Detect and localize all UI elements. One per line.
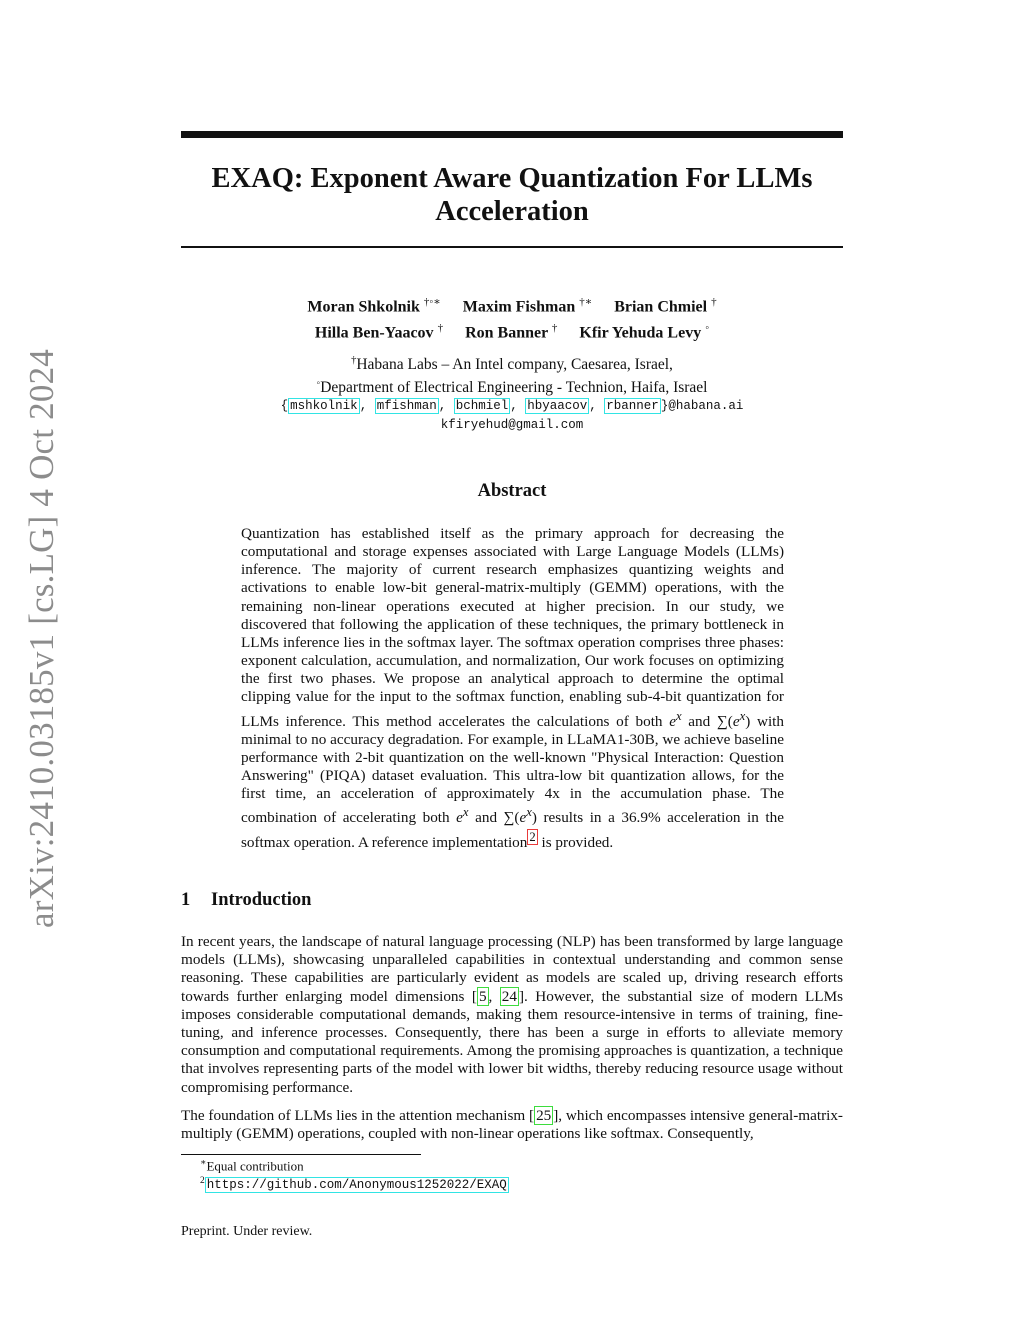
author-marks: †: [437, 322, 444, 334]
separator: ,: [589, 399, 605, 413]
author-name: Brian Chmiel: [614, 298, 708, 316]
author-row-2: [181, 322, 843, 342]
abstract-heading: Abstract: [477, 481, 547, 501]
title-line-2: Acceleration: [435, 196, 589, 227]
section-title: Introduction: [211, 890, 312, 910]
paper-title: [181, 162, 843, 228]
body-text: ]. However, the substantial size of modern LLMs imposes considerable computational demands, making them resource-intensive in terms of training, fine-tuning, and inference processes. Consequently, there has been a surge in efforts to alleviate memory consumption and computational requirements. Among the promising approaches is quantization, a technique that involves representing parts of the model with lower bit widths, thereby reducing resource usage without compromising performance.: [181, 987, 843, 1096]
affiliation-2: [181, 374, 843, 397]
author-name: Maxim Fishman: [462, 298, 576, 316]
abstract-text: Quantization has established itself as the primary approach for decreasing the computational and storage expenses associated with Large Language Models (LLMs) inference. The majority of current research emphasizes quantizing weights and activations to enable low-bit general-matrix-multiply (GEMM) operations, with the remaining non-linear operations executed at higher precision. In our study, we discovered that following the application of these techniques, the primary bottleneck in LLMs inference lies in the softmax layer. The softmax operation comprises three phases: exponent calculation, accumulation, and normalization, Our work focuses on optimizing the first two phases. We propose an analytical approach to determine the optimal clipping value for the input to the softmax function, enabling sub-4-bit quantization for LLMs inference. This method accelerates the calculations of both: [241, 525, 784, 730]
footnote-rule: [181, 1154, 421, 1155]
preprint-note: Preprint. Under review.: [181, 1224, 313, 1239]
intro-paragraph-2: [181, 1107, 843, 1143]
brace-open: {: [280, 399, 289, 413]
github-url-link[interactable]: https://github.com/Anonymous1252022/EXAQ: [206, 1178, 507, 1193]
math-sum-ex: $\sum(e^x)$: [503, 805, 537, 827]
body-text: In recent years, the landscape of natural language processing (NLP) has been transformed by large language models (LLMs), showcasing unparalleled capabilities in contextual understanding and common sense reasoning. These capabilities are particularly evident as models are scaled up, driving research efforts towards further enlarging model dimensions [: [181, 933, 843, 1005]
citation-link[interactable]: 25: [536, 1107, 552, 1124]
email-link-mshkolnik[interactable]: mshkolnik: [290, 399, 358, 413]
email-link-mfishman[interactable]: mfishman: [376, 399, 437, 413]
author-marks: †∗: [579, 296, 593, 308]
math-sum-ex: $\sum(e^x)$: [716, 708, 751, 730]
author-name: Kfir Yehuda Levy: [579, 324, 702, 342]
affiliation-text: Habana Labs – An Intel company, Caesarea, Israel,: [356, 356, 673, 374]
footnote-2: [200, 1176, 509, 1192]
math-ex: $e^x$: [669, 708, 682, 730]
title-top-rule: [181, 131, 843, 138]
email-link-bchmiel[interactable]: bchmiel: [455, 399, 509, 413]
math-ex: $e^x$: [456, 805, 469, 827]
footnote-1: [200, 1157, 304, 1174]
footnote-text: Equal contribution: [206, 1158, 304, 1174]
separator: ,: [359, 399, 375, 413]
footnote-ref-link[interactable]: 2: [529, 829, 536, 844]
abstract-paragraph: [241, 525, 784, 852]
author-marks: †: [551, 322, 558, 334]
section-heading: [181, 890, 311, 911]
email-domain: }@habana.ai: [660, 399, 744, 413]
affiliations: [181, 351, 843, 397]
abstract-text: is provided.: [537, 833, 614, 851]
email-line-1: [181, 399, 843, 413]
citation-link[interactable]: 5: [478, 987, 487, 1005]
affiliation-mark: ◦: [316, 378, 321, 390]
body-text: ], which encompasses intensive general-matrix-multiply (GEMM) operations, coupled with non-linear operations like softmax. Consequently,: [181, 1107, 843, 1143]
email-link-rbanner[interactable]: rbanner: [606, 399, 659, 413]
title-line-1: EXAQ: Exponent Aware Quantization For LLMs: [211, 163, 813, 194]
body-text: ,: [488, 987, 500, 1005]
citation-link[interactable]: 24: [501, 987, 517, 1005]
intro-paragraph-1: [181, 933, 843, 1097]
affiliation-mark: †: [351, 355, 357, 366]
abstract-text: with minimal to no accuracy degradation. For example, in LLaMA1-30B, we achieve baseline performance with 2-bit quantization on the well-known "Physical Interaction: Question Answering" (PIQA) dataset evaluation. This ultra-low bit quantization allows, for the first time, an acceleration of approximately 4x in the accumulation phase. The combination of accelerating both: [241, 712, 784, 827]
abstract-text: results in a 36.9% acceleration in the softmax operation. A reference implementation: [241, 809, 784, 851]
section-number: 1: [181, 890, 191, 910]
author-marks: †◦∗: [423, 296, 441, 308]
footnote-mark: ∗: [200, 1158, 207, 1168]
affiliation-1: [181, 351, 843, 374]
author-name: Moran Shkolnik: [307, 298, 420, 316]
footnote-mark: 2: [200, 1176, 205, 1186]
email-line-2: kfiryehud@gmail.com: [440, 418, 584, 432]
affiliation-text: Department of Electrical Engineering - Technion, Haifa, Israel: [320, 379, 708, 397]
abstract-text: and: [468, 809, 504, 827]
email-link-hbyaacov[interactable]: hbyaacov: [527, 399, 588, 413]
author-marks: ◦: [705, 322, 710, 334]
title-bottom-rule: [181, 246, 843, 248]
arxiv-stamp: arXiv:2410.03185v1 [cs.LG] 4 Oct 2024: [22, 349, 61, 928]
author-row-1: [181, 295, 843, 316]
abstract-text: and: [681, 712, 717, 730]
author-marks: †: [711, 296, 717, 308]
separator: ,: [510, 399, 526, 413]
author-name: Hilla Ben-Yaacov: [314, 324, 434, 342]
abstract-body: [241, 525, 784, 852]
body-text: The foundation of LLMs lies in the attention mechanism [: [181, 1107, 535, 1124]
separator: ,: [438, 399, 454, 413]
author-name: Ron Banner: [465, 324, 548, 342]
